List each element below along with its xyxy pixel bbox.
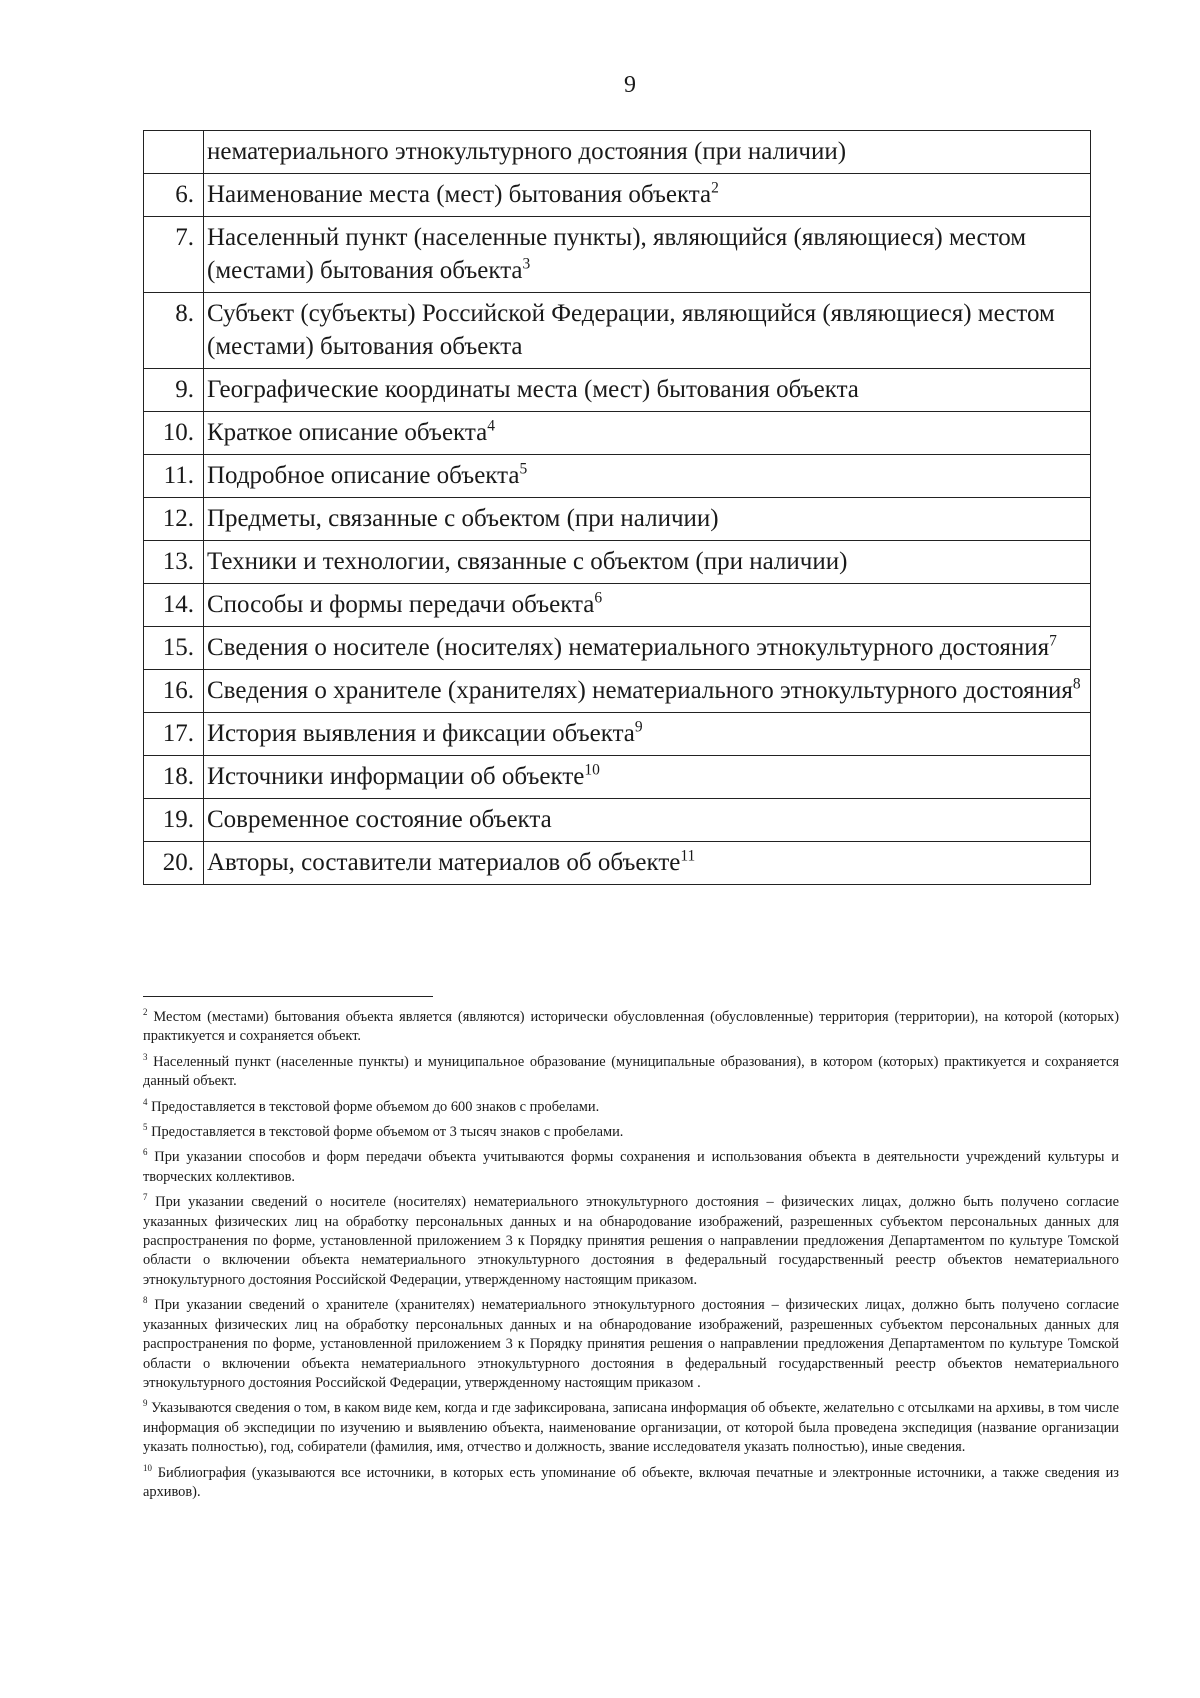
row-number: 11. bbox=[144, 455, 204, 498]
row-number: 14. bbox=[144, 584, 204, 627]
object-fields-table bbox=[143, 130, 1091, 885]
row-field-name bbox=[204, 498, 1091, 541]
row-text: Подробное описание объекта bbox=[207, 462, 520, 489]
row-field-name bbox=[204, 756, 1091, 799]
footnote bbox=[143, 1399, 1119, 1457]
row-text: нематериального этнокультурного достояния (при наличии) bbox=[207, 138, 847, 165]
table-row bbox=[144, 541, 1091, 584]
page-number: 9 bbox=[624, 72, 636, 98]
table-row bbox=[144, 293, 1091, 369]
table-row bbox=[144, 842, 1091, 885]
footnote-reference: 11 bbox=[680, 847, 696, 865]
footnote-text: Библиография (указываются все источники, в которых есть упоминание об объекте, включая печатные и электронные источники, а также сведения из архивов). bbox=[143, 1464, 1119, 1500]
row-text: Населенный пункт (населенные пункты), являющийся (являющиеся) местом (местами) бытования объекта bbox=[207, 224, 1027, 284]
row-text: Способы и формы передачи объекта bbox=[207, 591, 595, 618]
footnote-text: Местом (местами) бытования объекта является (являются) исторически обусловленная (обусловленные) территория (территории), на которой (которых) практикуется и сохраняется объект. bbox=[143, 1009, 1119, 1045]
footnote-mark: 4 bbox=[143, 1096, 148, 1107]
footnote-mark: 5 bbox=[143, 1122, 148, 1133]
row-field-name bbox=[204, 713, 1091, 756]
footnote-reference: 7 bbox=[1049, 632, 1057, 650]
row-field-name bbox=[204, 293, 1091, 369]
footnote-mark: 10 bbox=[143, 1462, 152, 1473]
row-text: История выявления и фиксации объекта bbox=[207, 720, 635, 747]
footnote-reference: 3 bbox=[522, 255, 531, 273]
row-number: 16. bbox=[144, 670, 204, 713]
row-number: 18. bbox=[144, 756, 204, 799]
table-row bbox=[144, 174, 1091, 217]
footnote-reference: 5 bbox=[519, 460, 528, 478]
footnote bbox=[143, 1053, 1119, 1092]
row-number bbox=[144, 131, 204, 174]
row-text: Современное состояние объекта bbox=[207, 806, 552, 833]
row-field-name bbox=[204, 455, 1091, 498]
table-row bbox=[144, 369, 1091, 412]
footnote-mark: 8 bbox=[143, 1295, 148, 1306]
footnote bbox=[143, 1008, 1119, 1047]
row-field-name bbox=[204, 842, 1091, 885]
footnote-text: Указываются сведения о том, в каком виде кем, когда и где зафиксирована, записана информация об объекте, желательно с отсылками на архивы, в том числе информация об экспедиции по изучению и выявлению объекта, наименование организации, от которой была проведена экспедиция (название организации указать полностью), год, собиратели (фамилия, имя, отчество и должность, звание исследователя указать полностью), иные сведения. bbox=[143, 1400, 1119, 1456]
footnote-mark: 7 bbox=[143, 1192, 148, 1203]
table-row bbox=[144, 670, 1091, 713]
footnote-text: При указании способов и форм передачи объекта учитываются формы сохранения и использования объекта в деятельности учреждений культуры и творческих коллективов. bbox=[143, 1149, 1119, 1185]
row-number: 10. bbox=[144, 412, 204, 455]
footnote-reference: 8 bbox=[1072, 675, 1081, 693]
table-row bbox=[144, 756, 1091, 799]
footnote-reference: 2 bbox=[711, 179, 719, 197]
row-field-name bbox=[204, 412, 1091, 455]
footnote-text: При указании сведений о хранителе (хранителях) нематериального этнокультурного достояния – физических лицах, должно быть получено согласие указанных физических лиц на обработку персональных данных и на обнародование изображений, разрешенных субъектом персональных данных для распространения по форме, установленной приложением 3 к Порядку принятия решения о направлении предложения Департаментом по культуре Томской области о включении объекта нематериального этнокультурного достояния в федеральный государственный реестр объектов нематериального этнокультурного достояния Российской Федерации, утвержденному настоящим приказом . bbox=[143, 1297, 1119, 1391]
footnote-text: Населенный пункт (населенные пункты) и муниципальное образование (муниципальные образования), в котором (которых) практикуется и сохраняется данный объект. bbox=[143, 1053, 1119, 1090]
table-row bbox=[144, 412, 1091, 455]
table-row bbox=[144, 713, 1091, 756]
row-field-name bbox=[204, 670, 1091, 713]
row-number: 19. bbox=[144, 799, 204, 842]
row-field-name bbox=[204, 541, 1091, 584]
row-field-name bbox=[204, 799, 1091, 842]
footnote-text: При указании сведений о носителе (носителях) нематериального этнокультурного достояния – физических лицах, должно быть получено согласие указанных физических лиц на обработку персональных данных и на обнародование изображений, разрешенных субъектом персональных данных для распространения по форме, установленной приложением 3 к Порядку принятия решения о направлении предложения Департаментом по культуре Томской области о включении объекта нематериального этнокультурного достояния в федеральный государственный реестр объектов нематериального этнокультурного достояния Российской Федерации, утвержденному настоящим приказом. bbox=[143, 1194, 1119, 1288]
row-text: Предметы, связанные с объектом (при наличии) bbox=[207, 505, 719, 532]
footnote-mark: 9 bbox=[143, 1398, 148, 1409]
footnote bbox=[143, 1464, 1119, 1503]
row-field-name bbox=[204, 627, 1091, 670]
footnote bbox=[143, 1148, 1119, 1187]
row-text: Сведения о хранителе (хранителях) нематериального этнокультурного достояния bbox=[207, 677, 1073, 704]
table-row bbox=[144, 584, 1091, 627]
row-text: Сведения о носителе (носителях) нематериального этнокультурного достояния bbox=[207, 634, 1050, 661]
row-field-name bbox=[204, 369, 1091, 412]
table-row bbox=[144, 627, 1091, 670]
footnote-reference: 10 bbox=[584, 761, 600, 779]
row-field-name bbox=[204, 584, 1091, 627]
footnote bbox=[143, 1098, 1119, 1117]
row-field-name bbox=[204, 174, 1091, 217]
table-row bbox=[144, 498, 1091, 541]
table-row bbox=[144, 799, 1091, 842]
row-field-name bbox=[204, 217, 1091, 293]
table-row bbox=[144, 217, 1091, 293]
footnote-separator bbox=[143, 996, 433, 997]
footnote-mark: 6 bbox=[143, 1147, 148, 1158]
row-number: 20. bbox=[144, 842, 204, 885]
table-row bbox=[144, 131, 1091, 174]
row-field-name bbox=[204, 131, 1091, 174]
footnote-text: Предоставляется в текстовой форме объемом до 600 знаков с пробелами. bbox=[151, 1098, 600, 1115]
row-text: Географические координаты места (мест) бытования объекта bbox=[207, 376, 859, 403]
row-number: 6. bbox=[144, 174, 204, 217]
footnote-mark: 2 bbox=[143, 1007, 148, 1018]
row-number: 8. bbox=[144, 293, 204, 369]
footnote bbox=[143, 1296, 1119, 1393]
footnotes bbox=[143, 1008, 1119, 1508]
row-number: 15. bbox=[144, 627, 204, 670]
footnote-reference: 4 bbox=[487, 417, 495, 435]
row-text: Краткое описание объекта bbox=[207, 419, 488, 446]
row-number: 9. bbox=[144, 369, 204, 412]
row-text: Источники информации об объекте bbox=[207, 763, 585, 790]
footnote-mark: 3 bbox=[143, 1052, 148, 1063]
row-number: 13. bbox=[144, 541, 204, 584]
row-text: Наименование места (мест) бытования объекта bbox=[207, 181, 712, 208]
table-row bbox=[144, 455, 1091, 498]
row-text: Авторы, составители материалов об объекте bbox=[207, 849, 681, 876]
footnote-reference: 6 bbox=[594, 589, 603, 607]
footnote bbox=[143, 1193, 1119, 1290]
row-text: Техники и технологии, связанные с объектом (при наличии) bbox=[207, 548, 848, 575]
row-number: 12. bbox=[144, 498, 204, 541]
row-text: Субъект (субъекты) Российской Федерации, являющийся (являющиеся) местом (местами) бытования объекта bbox=[207, 300, 1055, 360]
footnote bbox=[143, 1123, 1119, 1142]
footnote-reference: 9 bbox=[634, 718, 643, 736]
row-number: 17. bbox=[144, 713, 204, 756]
row-number: 7. bbox=[144, 217, 204, 293]
footnote-text: Предоставляется в текстовой форме объемом от 3 тысяч знаков с пробелами. bbox=[151, 1124, 624, 1141]
